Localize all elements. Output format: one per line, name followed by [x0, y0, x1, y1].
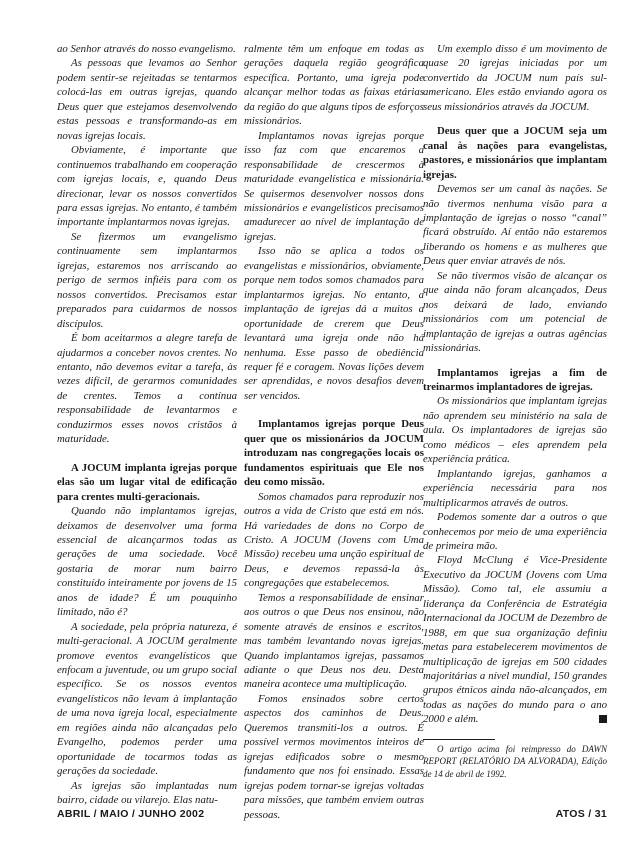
paragraph: Obviamente, é importante que continuemos trabalhando em cooperação com igrejas locais, e, quando Deus direcionar, levar os nossos convertidos para essas igrejas. No entanto, é também importante implantarmos novas igrejas. [57, 144, 237, 229]
paragraph: ralmente têm um enfoque em todas as gerações daquela região geográfica específica. Portanto, uma igreja pode alcançar melhor todas as faixas etárias da região do que alguns tipos de esforços missionários. [244, 43, 424, 128]
paragraph: Temos a responsabilidade de ensinar aos outros o que Deus nos ensinou, não somente através de ensinos e escritos, mas também levantando novas igrejas. Quando implantamos igrejas, passamos adiante o que Deus nos deu. Desta maneira acontece uma multiplicação. [244, 591, 424, 691]
paragraph: As pessoas que levamos ao Senhor podem sentir-se rejeitadas se tentarmos colocá-las em outras igrejas, quando Deus quer que estejamos desenvolvendo estas pessoas e transformando-as em novas igrejas locais. [57, 57, 237, 142]
paragraph: Implantamos novas igrejas porque isso faz com que encaremos a responsabilidade de crescermos à maturidade evangelística e missionária. Se quisermos desenvolver nossos dons missionários e evangelísticos precisamos amadurecer ao nível de implantação de igrejas. [244, 129, 424, 243]
footnote: O artigo acima foi reimpresso do DAWN REPORT (RELATÓRIO DA ALVORADA), Edição de 14 de abril de 1992. [423, 743, 607, 779]
section-heading: Deus quer que a JOCUM seja um canal às nações para evangelistas, pastores, e missionários que implantam igrejas. [423, 125, 607, 181]
paragraph: Isso não se aplica a todos os evangelistas e missionários, obviamente, porque nem todos somos chamados para implantarmos igrejas. No entanto, a implantação de igrejas dá a muitos a oportunidade de crerem que Deus levantará uma igreja onde não há nenhuma. Esse passo de obediência requer fé e coragem. Novas lições devem ser aprendidas, e novos desafios devem ser vencidos. [244, 245, 424, 402]
paragraph: Somos chamados para reproduzir nos outros a vida de Cristo que está em nós. Há variedades de dons no Corpo de Cristo. A JOCUM (Jovens com Uma Missão) recebeu uma unção espiritual de Deus, e devemos repassá-la às congregações que estabelecemos. [244, 490, 424, 590]
paragraph: Podemos somente dar a outros o que conhecemos por meio de uma experiência de primeira mão. [423, 511, 607, 552]
paragraph: As igrejas são implantadas num bairro, cidade ou vilarejo. Elas natu- [57, 779, 237, 807]
paragraph: Implantando igrejas, ganhamos a experiência necessária para nos multiplicarmos através de outros. [423, 467, 607, 509]
paragraph: Se não tivermos visão de alcançar os que ainda não foram alcançados, Deus nos deixará de lado, enviando missionários com um potencial de implantação de igrejas a outras agências missionárias. [423, 269, 607, 355]
column-3 [423, 42, 607, 780]
paragraph: A sociedade, pela própria natureza, é multi-geracional. A JOCUM geralmente promove eventos evangelísticos que enfocam a juventude, ou um grupo social específico. Se os nossos eventos evangelísticos não levam à implantação de uma nova igreja local, especialmente em regiões ainda não alcançadas pelo Evangelho, podemos perder uma oportunidade de tocarmos todas as gerações da sociedade. [57, 620, 237, 778]
author-bio [423, 553, 607, 726]
section-heading: A JOCUM implanta igrejas porque elas são um lugar vital de edificação para crentes multi-geracionais. [57, 461, 237, 503]
paragraph: Se fizermos um evangelismo continuamente sem implantarmos igrejas, estaremos nos arriscando ao perigo de sermos infiéis para com os nossos convertidos. Precisamos estar preparados para cuidarmos de nossos discípulos. [57, 230, 237, 330]
paragraph: É bom aceitarmos a alegre tarefa de ajudarmos a conceber novos crentes. No entanto, não devemos evitar a tarefa, às vezes difícil, de gerarmos comunidades de crentes. Temos a contínua responsabilidade de levantarmos e conduzirmos esses novos cristãos à maturidade. [57, 332, 237, 446]
issue-date: ABRIL / MAIO / JUNHO 2002 [57, 808, 205, 820]
footnote-rule [423, 739, 495, 740]
paragraph: Um exemplo disso é um movimento de quase 20 igrejas iniciadas por um convertido da JOCUM num país sul-americano. Eles estão enviando agora os seus missionários através da JOCUM. [423, 43, 607, 113]
column-1 [57, 42, 237, 808]
author-bio-text: Floyd McClung é Vice-Presidente Executivo da JOCUM (Jovens com Uma Missão). Como tal, ele assumiu a liderança da Conferência de Estratégia Internacional da JOCUM de Dezembro de 1988, em que sua organização definiu metas para estabelecerem movimentos de multiplicação de igrejas em 500 cidades majoritárias a nível mundial, 150 grandes grupos étnicos ainda não-alcançados, em todas as nações do mundo para o ano 2000 e além. [423, 554, 608, 726]
paragraph: Devemos ser um canal às nações. Se não tivermos nenhuma visão para a implantação de igrejas o nosso “canal” ficará obstruído. Aí então não estaremos liberando os homens e as mulheres que Deus quer enviar através de nós. [423, 183, 607, 268]
column-2 [244, 42, 424, 822]
paragraph: ao Senhor através do nosso evangelismo. [57, 43, 236, 55]
paragraph: Os missionários que implantam igrejas não aprendem seu ministério na sala de aula. Os implantadores de igrejas são como médicos – eles aprendem pela experiência prática. [423, 395, 607, 466]
end-of-article-mark [599, 715, 607, 723]
paragraph: Quando não implantamos igrejas, deixamos de desenvolver uma forma essencial de alcançarmos todas as gerações de uma sociedade. Você gostaria de morar num bairro constituído inteiramente por jovens de 15 anos de idade? É um pouquinho limitado, não é? [57, 505, 237, 619]
paragraph: Fomos ensinados sobre certos aspectos dos caminhos de Deus. Queremos transmiti-los a outros. É possível vermos movimentos inteiros de igrejas edificados sobre o mesmo fundamento que nos foi ensinado. Essas igrejas podem tornar-se igrejas voltadas para missões, que também enviem outras pessoas. [244, 692, 424, 821]
page-number: ATOS / 31 [555, 808, 607, 820]
section-heading: Implantamos igrejas porque Deus quer que os missionários da JOCUM introduzam nas congregações locais os fundamentos espirituais que Ele nos deu como missão. [244, 418, 424, 489]
section-heading: Implantamos igrejas a fim de treinarmos implantadores de igrejas. [423, 366, 607, 393]
